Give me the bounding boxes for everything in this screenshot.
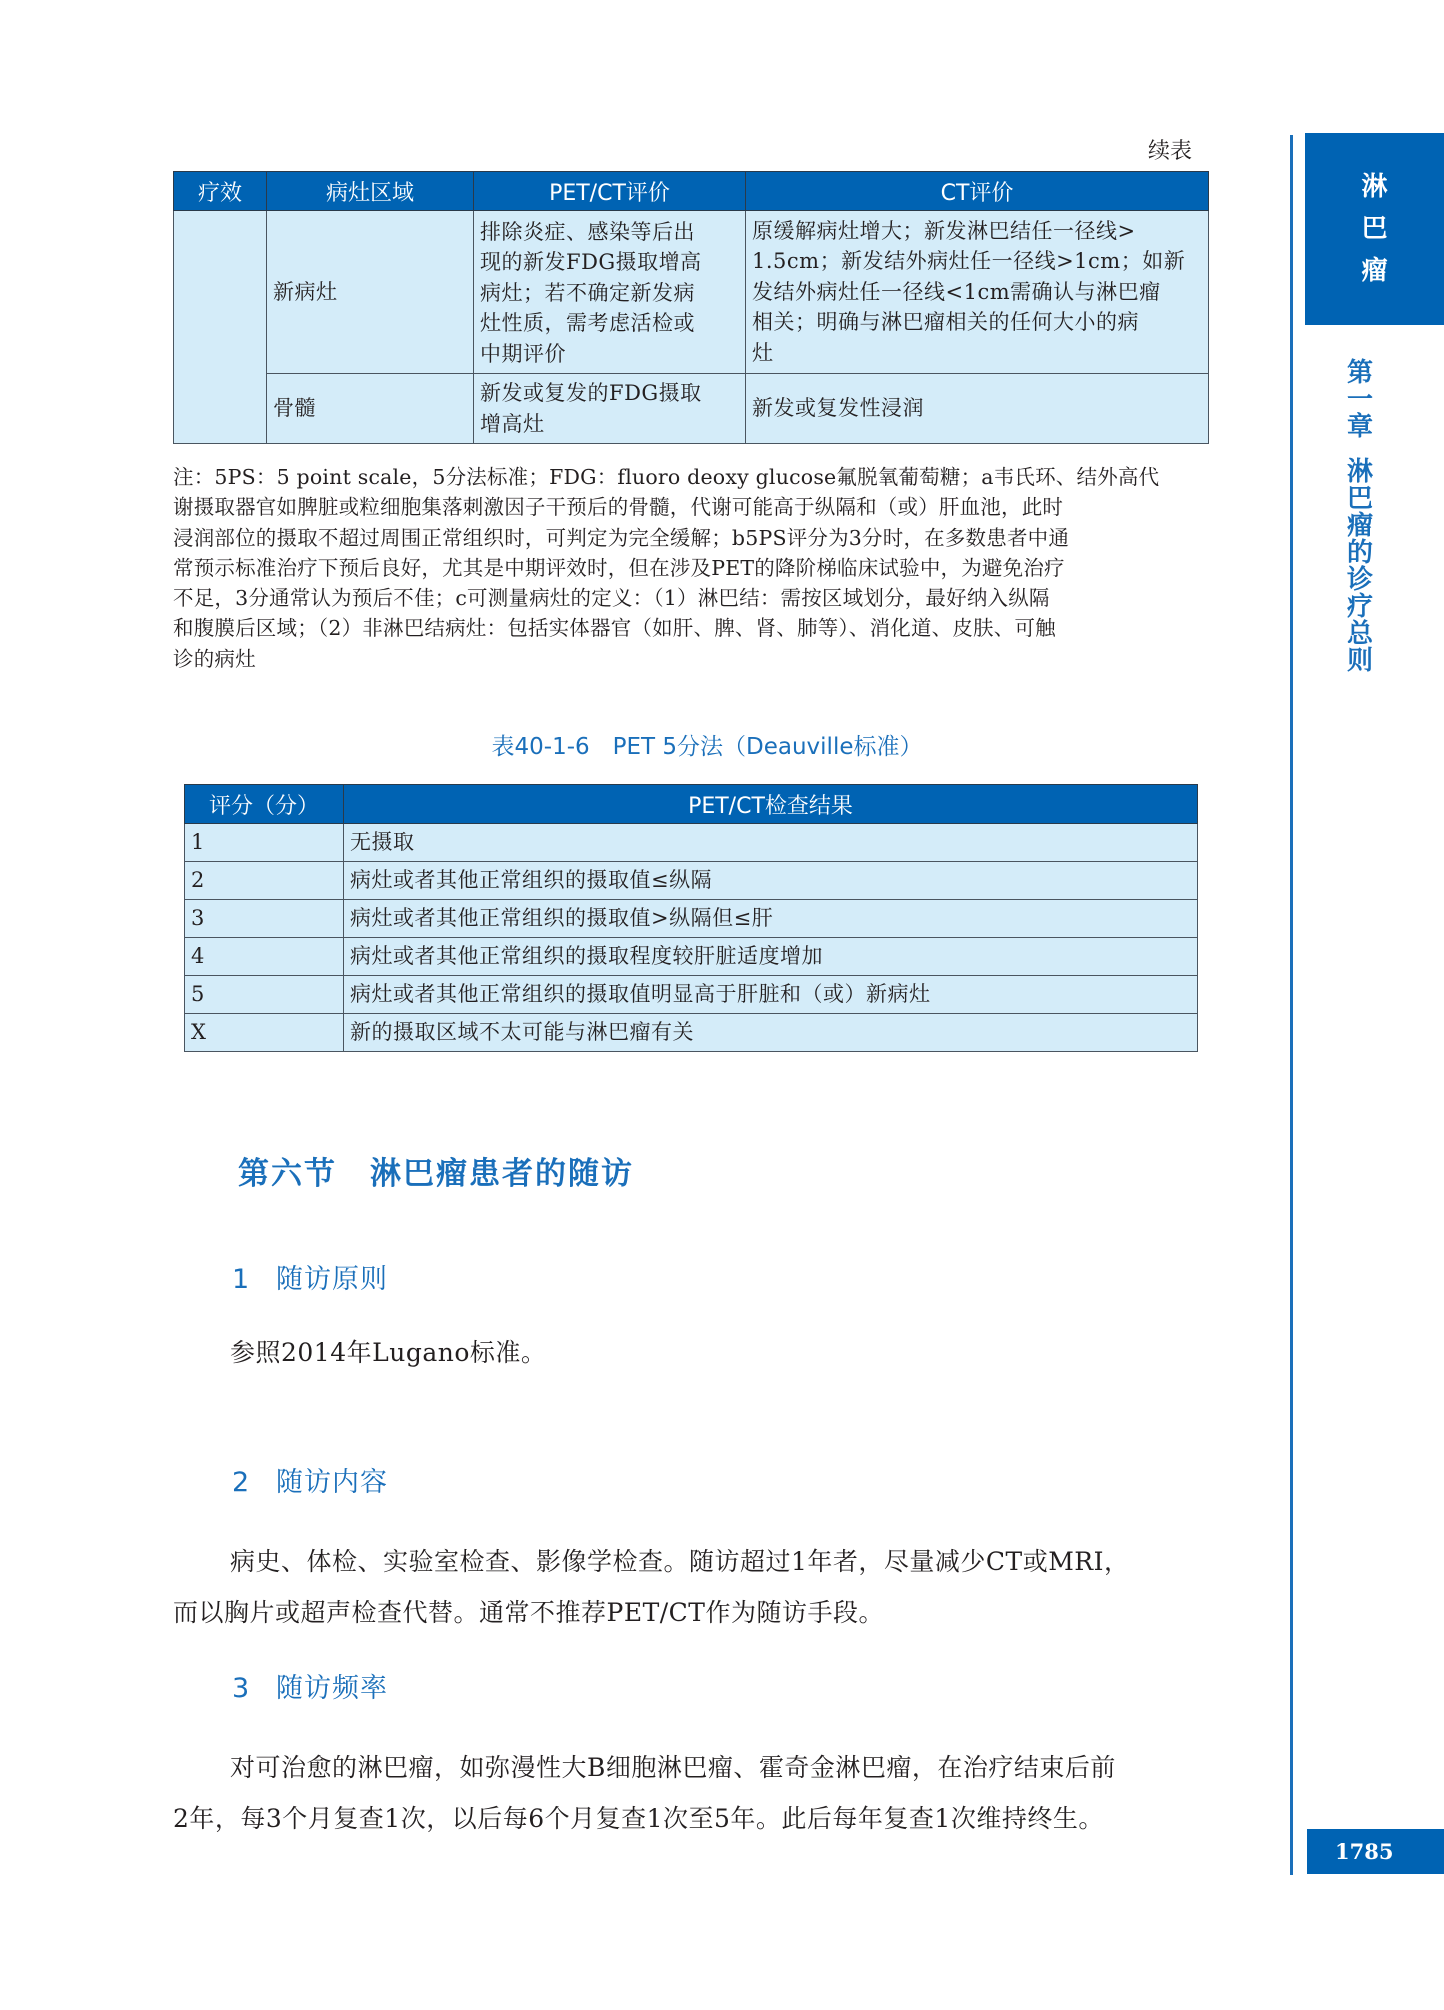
efficacy-cell xyxy=(174,211,267,444)
subsection-title: 随访内容 xyxy=(276,1467,388,1498)
table-caption-text: 表40-1-6 PET 5分法（Deauville标准） xyxy=(491,734,923,760)
table-row xyxy=(185,976,1198,1014)
chapter-char: 巴 xyxy=(1346,484,1373,514)
region-cell: 新病灶 xyxy=(267,211,474,374)
table-row xyxy=(185,1014,1198,1052)
result-cell: 病灶或者其他正常组织的摄取值明显高于肝脏和（或）新病灶 xyxy=(344,976,1198,1014)
subsection-number: 3 xyxy=(232,1673,251,1704)
ct-cell xyxy=(746,374,1209,444)
score-cell: 1 xyxy=(185,824,344,862)
paragraph xyxy=(173,1742,1116,1844)
thumb-tab-char: 淋 xyxy=(1361,172,1388,202)
paragraph-line: 而以胸片或超声检查代替。通常不推荐PET/CT作为随访手段。 xyxy=(173,1598,884,1627)
score-cell: 5 xyxy=(185,976,344,1014)
header-lesion-region: 病灶区域 xyxy=(267,172,474,211)
chapter-char: 诊 xyxy=(1346,565,1373,595)
header-result: PET/CT检查结果 xyxy=(344,785,1198,824)
cell-line: 灶 xyxy=(752,340,774,365)
margin-rule xyxy=(1290,135,1293,1875)
chapter-char: 淋 xyxy=(1346,457,1373,487)
table-footnote xyxy=(173,462,1213,674)
cell-line: 排除炎症、感染等后出 xyxy=(480,219,695,244)
chapter-char: 瘤 xyxy=(1346,511,1373,541)
table-row xyxy=(185,862,1198,900)
score-cell: 2 xyxy=(185,862,344,900)
cell-line: 新发或复发性浸润 xyxy=(752,396,924,421)
chapter-char: 的 xyxy=(1346,538,1373,568)
table-row xyxy=(185,824,1198,862)
chapter-running-title xyxy=(1330,360,1390,675)
result-cell: 无摄取 xyxy=(344,824,1198,862)
cell-line: 病灶；若不确定新发病 xyxy=(480,280,695,305)
paragraph xyxy=(173,1536,1130,1638)
thumb-tab-lymphoma xyxy=(1305,133,1444,325)
chapter-char: 第 xyxy=(1346,358,1373,388)
table-header-row xyxy=(174,172,1209,211)
footnote-line: 不足，3分通常认为预后不佳；c可测量病灶的定义：（1）淋巴结：需按区域划分，最好纳入纵隔 xyxy=(173,586,1050,611)
ct-cell xyxy=(746,211,1209,374)
score-cell: X xyxy=(185,1014,344,1052)
table-row xyxy=(185,938,1198,976)
table-caption xyxy=(0,728,1444,761)
score-cell: 3 xyxy=(185,900,344,938)
cell-line: 1.5cm；新发结外病灶任一径线>1cm；如新 xyxy=(752,249,1186,274)
subsection-title: 随访频率 xyxy=(276,1673,388,1704)
thumb-tab-char: 瘤 xyxy=(1361,256,1388,286)
cell-line: 新发或复发的FDG摄取 xyxy=(480,381,702,405)
chapter-char: 章 xyxy=(1346,412,1373,442)
footnote-line: 谢摄取器官如脾脏或粒细胞集落刺激因子干预后的骨髓，代谢可能高于纵隔和（或）肝血池，此时 xyxy=(173,495,1064,520)
footnote-line: 浸润部位的摄取不超过周围正常组织时，可判定为完全缓解；b5PS评分为3分时，在多数患者中通 xyxy=(173,525,1070,550)
subsection-heading-2 xyxy=(232,1460,388,1499)
header-ct-evaluation: CT评价 xyxy=(746,172,1209,211)
cell-line: 中期评价 xyxy=(480,341,566,366)
subsection-number: 1 xyxy=(232,1264,251,1295)
result-cell: 新的摄取区域不太可能与淋巴瘤有关 xyxy=(344,1014,1198,1052)
subsection-number: 2 xyxy=(232,1467,251,1498)
footnote-line: 和腹膜后区域；（2）非淋巴结病灶：包括实体器官（如肝、脾、肾、肺等）、消化道、皮肤、可触 xyxy=(173,616,1056,641)
paragraph-line: 参照2014年Lugano标准。 xyxy=(230,1338,547,1367)
footnote-line: 注：5PS：5 point scale，5分法标准；FDG：fluoro deoxy glucose氟脱氧葡萄糖；a韦氏环、结外高代 xyxy=(173,465,1160,489)
header-pet-ct-evaluation: PET/CT评价 xyxy=(474,172,746,211)
chapter-char: 总 xyxy=(1346,619,1373,649)
page-number: 1785 xyxy=(1307,1829,1444,1874)
paragraph-line: 对可治愈的淋巴瘤，如弥漫性大B细胞淋巴瘤、霍奇金淋巴瘤，在治疗结束后前 xyxy=(230,1753,1116,1782)
subsection-heading-3 xyxy=(232,1666,388,1705)
thumb-tab-char: 巴 xyxy=(1361,214,1388,244)
table-row xyxy=(174,374,1209,444)
cell-line: 现的新发FDG摄取增高 xyxy=(480,250,702,275)
subsection-heading-1 xyxy=(232,1257,388,1296)
cell-line: 原缓解病灶增大；新发淋巴结任一径线> xyxy=(752,218,1136,243)
cell-line: 增高灶 xyxy=(480,411,545,436)
footnote-line: 常预示标准治疗下预后良好，尤其是中期评效时，但在涉及PET的降阶梯临床试验中，为避免治疗 xyxy=(173,555,1065,580)
pet-ct-cell xyxy=(474,374,746,444)
footnote-line: 诊的病灶 xyxy=(173,646,256,671)
result-cell: 病灶或者其他正常组织的摄取值>纵隔但≤肝 xyxy=(344,900,1198,938)
region-cell: 骨髓 xyxy=(267,374,474,444)
section-title: 第六节 淋巴瘤患者的随访 xyxy=(238,1156,634,1192)
pet-ct-cell xyxy=(474,211,746,374)
result-cell: 病灶或者其他正常组织的摄取值≤纵隔 xyxy=(344,862,1198,900)
result-cell: 病灶或者其他正常组织的摄取程度较肝脏适度增加 xyxy=(344,938,1198,976)
chapter-char: 则 xyxy=(1346,646,1373,676)
response-criteria-table xyxy=(173,171,1209,444)
paragraph-line: 病史、体检、实验室检查、影像学检查。随访超过1年者，尽量减少CT或MRI， xyxy=(230,1547,1130,1576)
paragraph-line: 2年，每3个月复查1次，以后每6个月复查1次至5年。此后每年复查1次维持终生。 xyxy=(173,1804,1104,1833)
chapter-char: 一 xyxy=(1346,385,1373,415)
cell-line: 灶性质，需考虑活检或 xyxy=(480,311,695,336)
table-row xyxy=(185,900,1198,938)
continued-table-label: 续表 xyxy=(1148,139,1193,164)
cell-line: 发结外病灶任一径线<1cm需确认与淋巴瘤 xyxy=(752,279,1161,304)
table-header-row xyxy=(185,785,1198,824)
chapter-char: 疗 xyxy=(1346,592,1373,622)
subsection-title: 随访原则 xyxy=(276,1264,388,1295)
score-cell: 4 xyxy=(185,938,344,976)
header-score: 评分（分） xyxy=(185,785,344,824)
header-efficacy: 疗效 xyxy=(174,172,267,211)
deauville-score-table xyxy=(184,784,1198,1052)
paragraph xyxy=(230,1327,546,1378)
cell-line: 相关；明确与淋巴瘤相关的任何大小的病 xyxy=(752,310,1139,335)
table-row xyxy=(174,211,1209,374)
